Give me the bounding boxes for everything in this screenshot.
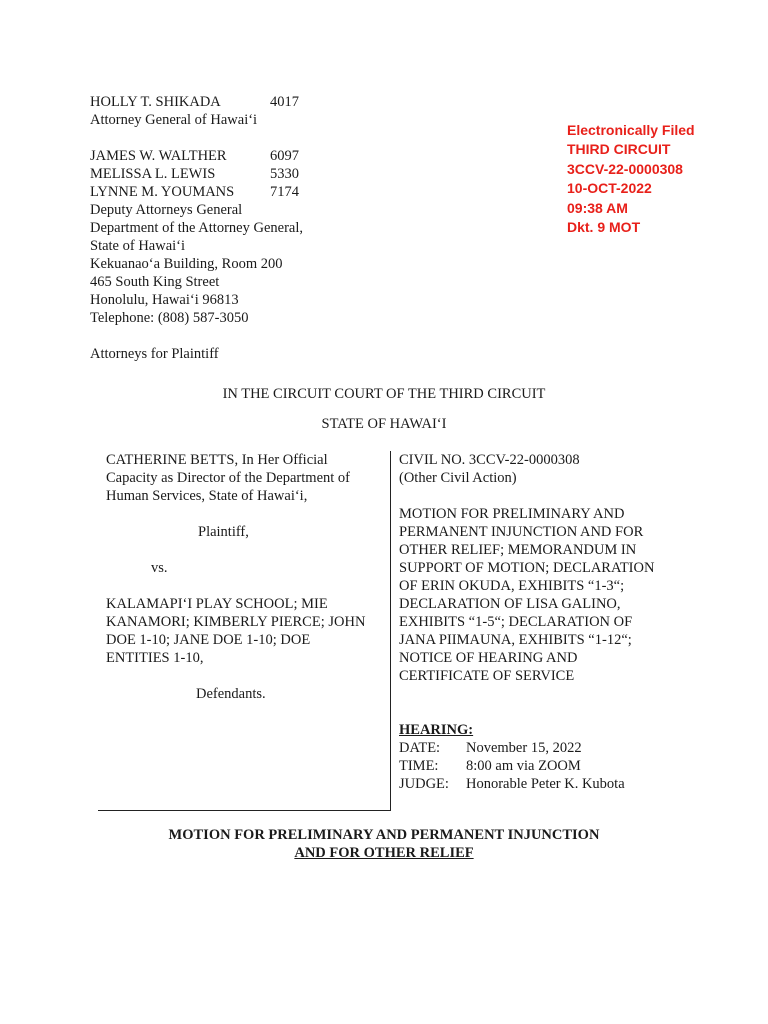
motion-line: NOTICE OF HEARING AND xyxy=(399,650,578,666)
hearing-label: TIME: xyxy=(399,758,439,774)
motion-line: DECLARATION OF LISA GALINO, xyxy=(399,596,621,612)
motion-line: EXHIBITS “1-5“; DECLARATION OF xyxy=(399,614,633,630)
address-line: Department of the Attorney General, xyxy=(90,220,303,236)
case-type: (Other Civil Action) xyxy=(399,470,517,486)
plaintiff-line: Capacity as Director of the Department of xyxy=(106,470,350,486)
attorney-number: 7174 xyxy=(270,184,299,200)
deputy-row xyxy=(90,147,390,165)
attorney-name: HOLLY T. SHIKADA xyxy=(90,94,221,110)
hearing-value: Honorable Peter K. Kubota xyxy=(466,776,625,792)
versus-label: vs. xyxy=(151,560,168,576)
hearing-label: JUDGE: xyxy=(399,776,449,792)
attorney-general-title: Attorney General of Hawai‘i xyxy=(90,112,258,128)
motion-line: JANA PIIMAUNA, EXHIBITS “1-12“; xyxy=(399,632,632,648)
deputy-row xyxy=(90,183,390,201)
hearing-row xyxy=(399,739,689,757)
civil-number: CIVIL NO. 3CCV-22-0000308 xyxy=(399,452,580,468)
address-line: 465 South King Street xyxy=(90,274,220,290)
motion-line: SUPPORT OF MOTION; DECLARATION xyxy=(399,560,655,576)
counsel-block xyxy=(90,93,390,363)
hearing-heading: HEARING: xyxy=(399,722,474,738)
attorney-name: MELISSA L. LEWIS xyxy=(90,166,216,182)
hearing-label: DATE: xyxy=(399,740,441,756)
defendant-line: ENTITIES 1-10, xyxy=(106,650,204,666)
document-title-line: AND FOR OTHER RELIEF xyxy=(294,845,474,861)
address-line: State of Hawai‘i xyxy=(90,238,186,254)
hearing-value: November 15, 2022 xyxy=(466,740,582,756)
plaintiff-line: Human Services, State of Hawai‘i, xyxy=(106,488,308,504)
attorney-number: 4017 xyxy=(270,94,299,110)
caption-horizontal-rule xyxy=(98,810,391,811)
stamp-line: Dkt. 9 MOT xyxy=(567,219,641,236)
defendant-line: KANAMORI; KIMBERLY PIERCE; JOHN xyxy=(106,614,366,630)
defendant-label: Defendants. xyxy=(196,686,266,702)
deputy-row xyxy=(90,165,390,183)
plaintiff-line: CATHERINE BETTS, In Her Official xyxy=(106,452,328,468)
caption-parties xyxy=(106,451,386,703)
stamp-line: 3CCV-22-0000308 xyxy=(567,160,683,177)
document-title xyxy=(0,826,768,862)
document-title-line: MOTION FOR PRELIMINARY AND PERMANENT INJUNCTION xyxy=(168,827,600,843)
stamp-line: Electronically Filed xyxy=(567,122,695,138)
court-state: STATE OF HAWAI‘I xyxy=(321,416,447,432)
defendant-line: KALAMAPI‘I PLAY SCHOOL; MIE xyxy=(106,596,328,612)
hearing-row xyxy=(399,757,689,775)
caption-case-info xyxy=(399,451,689,793)
address-line: Deputy Attorneys General xyxy=(90,202,243,218)
court-title: IN THE CIRCUIT COURT OF THE THIRD CIRCUIT xyxy=(222,386,546,402)
plaintiff-label: Plaintiff, xyxy=(198,524,249,540)
stamp-line: THIRD CIRCUIT xyxy=(567,141,671,158)
address-line: Honolulu, Hawai‘i 96813 xyxy=(90,292,239,308)
motion-line: MOTION FOR PRELIMINARY AND xyxy=(399,506,625,522)
attorney-name: JAMES W. WALTHER xyxy=(90,148,227,164)
hearing-value: 8:00 am via ZOOM xyxy=(466,758,581,774)
filing-stamp xyxy=(567,121,695,237)
attorney-number: 6097 xyxy=(270,148,299,164)
attorney-general-row xyxy=(90,93,390,111)
motion-line: CERTIFICATE OF SERVICE xyxy=(399,668,575,684)
stamp-line: 09:38 AM xyxy=(567,199,628,216)
hearing-row xyxy=(399,775,689,793)
attorney-number: 5330 xyxy=(270,166,299,182)
attorney-name: LYNNE M. YOUMANS xyxy=(90,184,235,200)
motion-line: PERMANENT INJUNCTION AND FOR xyxy=(399,524,644,540)
telephone-line: Telephone: (808) 587-3050 xyxy=(90,310,249,326)
motion-line: OTHER RELIEF; MEMORANDUM IN xyxy=(399,542,637,558)
defendant-line: DOE 1-10; JANE DOE 1-10; DOE xyxy=(106,632,311,648)
stamp-line: 10-OCT-2022 xyxy=(567,180,652,197)
address-line: Kekuanao‘a Building, Room 200 xyxy=(90,256,283,272)
counsel-role: Attorneys for Plaintiff xyxy=(90,346,219,362)
caption-vertical-rule xyxy=(390,451,391,811)
motion-line: OF ERIN OKUDA, EXHIBITS “1-3“; xyxy=(399,578,625,594)
